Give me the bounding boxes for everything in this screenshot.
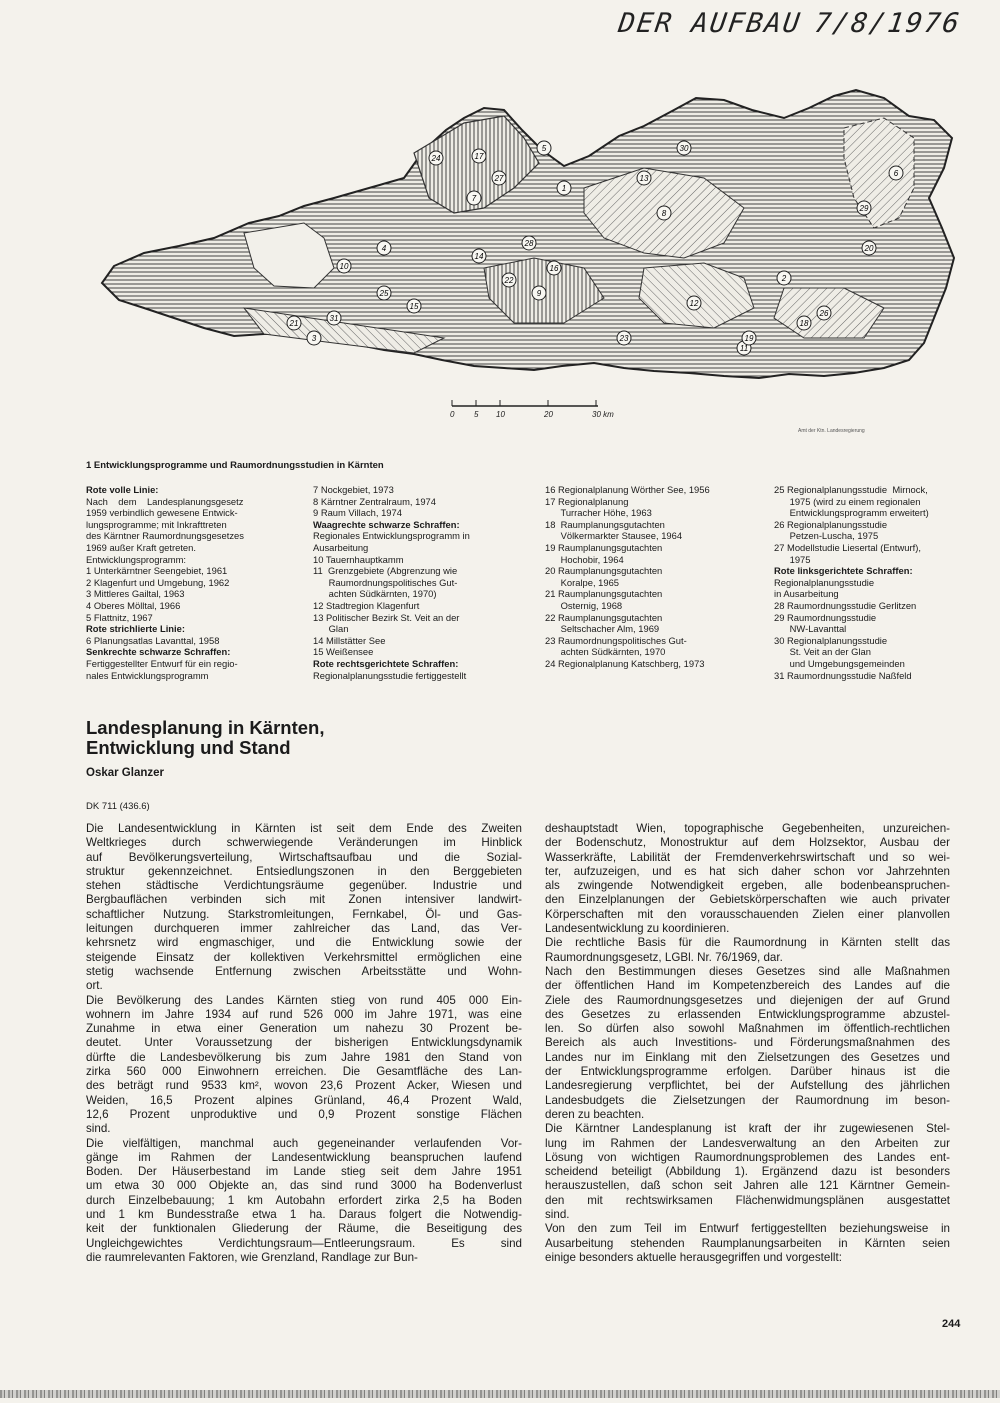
body-text-line: sind. (545, 1208, 570, 1222)
legend-entry: Hochobir, 1964 (545, 553, 624, 565)
legend-entry: Entwicklungsprogramm erweitert) (774, 507, 929, 519)
body-text-line: Wasserkräfte, Labilität der Fremdenverkehrswirtschaft und so wei- (545, 850, 950, 864)
body-text-line: sind. (86, 1122, 111, 1136)
map-region-number: 30 (679, 144, 689, 153)
body-text-line: der Bodenschutz, Monostruktur auf dem Holzsektor, Ausbau der (545, 836, 950, 850)
map-region-number: 9 (536, 289, 542, 298)
map-region-marker (537, 141, 551, 155)
legend-entry: 31 Raumordnungsstudie Naßfeld (774, 669, 912, 681)
body-text-line: um etwa 30 000 Objekte an, das sind rund 3000 ha Bodenverlust (86, 1179, 522, 1193)
legend-entry: Entwicklungsprogramm: (86, 553, 187, 565)
body-text-line: Die Landesentwicklung in Kärnten ist seit dem Ende des Zweiten (86, 822, 522, 835)
legend-entry: Seltschacher Alm, 1969 (545, 623, 660, 635)
legend-column (545, 484, 710, 670)
map-region-number: 1 (561, 184, 567, 193)
legend-entry: 1959 verbindlich gewesene Entwick- (86, 507, 238, 519)
map-region-number: 15 (409, 302, 419, 311)
legend-entry: 12 Stadtregion Klagenfurt (313, 599, 420, 611)
legend-heading: Rote strichlierte Linie: (86, 623, 185, 635)
scale-label: 20 (544, 410, 553, 419)
legend-entry: 1 Unterkärntner Seengebiet, 1961 (86, 565, 228, 577)
legend-entry: NW-Lavanttal (774, 623, 847, 635)
body-text-line: Raumordnungsgesetz, LGBl. Nr. 76/1969, dar. (545, 950, 783, 964)
body-text-line: ter, aufzuzeigen, und es hat sich daher schon vor Jahrzehnten (545, 864, 950, 878)
body-text-line: steigende Einsatz der kollektiven Verkehrsmittel ermöglichen eine (86, 950, 522, 964)
map-region-number: 4 (381, 244, 387, 253)
legend-entry: 9 Raum Villach, 1974 (313, 507, 402, 519)
map-region-number: 16 (549, 264, 559, 273)
body-text-line: struktur gekennzeichnet. Entsiedlungszonen in den Berggebieten (86, 864, 522, 878)
map-region-marker (337, 259, 351, 273)
body-text-line: einige besonders aktuelle herausgegriffen und vorgestellt: (545, 1250, 842, 1264)
map-region-number: 3 (311, 334, 317, 343)
body-text-line: stehen städtische Verdichtungsräume gegenüber. Industrie und (86, 879, 522, 893)
map-region-number: 8 (661, 209, 667, 218)
legend-entry: 1975 (774, 553, 811, 565)
body-text-line: 12,6 Prozent unproduktive und 0,9 Prozent sonstige Flächen (86, 1107, 522, 1121)
map-region-marker (502, 273, 516, 287)
body-text-line: stetig wachsende Entfernung zwischen Arbeitsstätte und Wohn- (86, 964, 522, 978)
map-region-marker (617, 331, 631, 345)
legend-entry: St. Veit an der Glan (774, 646, 871, 658)
legend-entry: 2 Klagenfurt und Umgebung, 1962 (86, 576, 230, 588)
map-region-number: 7 (471, 194, 477, 203)
body-text-line: lung im Rahmen der Landesverwaltung an den Arbeiten zur (545, 1136, 950, 1150)
legend-heading: Waagrechte schwarze Schraffen: (313, 518, 460, 530)
body-text-line: Weltkrieges durch schwerwiegende Veränderungen im Hinblick (86, 836, 522, 850)
legend-entry: Ausarbeitung (313, 541, 369, 553)
legend-entry: 1975 (wird zu einem regionalen (774, 495, 921, 507)
body-text-line: Ziele des Raumordnungsgesetzes und diejenigen der auf Grund (545, 993, 950, 1007)
body-text-line: keit der funktionalen Gliederung der Räume, die Beseitigung des (86, 1222, 522, 1236)
legend-entry: 3 Mittleres Gailtal, 1963 (86, 588, 185, 600)
legend-entry: achten Südkärnten, 1970) (313, 588, 437, 600)
map-region-marker (687, 296, 701, 310)
body-text-line: der Entwicklungsprogramme erfolgen. Darüber hinaus ist die (545, 1065, 950, 1079)
legend-entry: Nach dem Landesplanungsgesetz (86, 495, 244, 507)
body-text-line: Landesentwicklung zu koordinieren. (545, 922, 730, 936)
scan-edge (0, 1390, 1000, 1398)
map-region-marker (377, 286, 391, 300)
map-region-number: 31 (329, 314, 339, 323)
body-text-line: Weiden, 16,5 Prozent alpines Grünland, 46,4 Prozent Wald, (86, 1093, 522, 1107)
legend-entry: Raumordnungspolitisches Gut- (313, 576, 458, 588)
body-text-line: den mit rechtswirksamen Flächenwidmungsplänen ausgestattet (545, 1193, 950, 1207)
body-text-line: Körperschaften mit den vorausschauenden Zielen einer planvollen (545, 907, 950, 921)
legend-heading: Rote volle Linie: (86, 484, 159, 495)
carinthia-planning-map (84, 38, 984, 448)
legend-entry: 7 Nockgebiet, 1973 (313, 484, 394, 495)
map-region-number: 28 (524, 239, 534, 248)
body-text-line: Landes nur im Einklang mit den Zielsetzungen des Gesetzes und (545, 1050, 950, 1064)
scale-label: 30 km (592, 410, 614, 419)
legend-column (774, 484, 929, 681)
map-region-marker (307, 331, 321, 345)
body-text-line: wohnern im Jahre 1934 auf rund 526 000 im Jahre 1971, was eine (86, 1007, 522, 1021)
body-text-line: gänge im Rahmen der Landesentwicklung beanspruchen laufend (86, 1150, 522, 1164)
body-text-line: Von den zum Teil im Entwurf fertiggestellten beziehungsweise in (545, 1222, 950, 1236)
legend-entry: nales Entwicklungsprogramm (86, 669, 209, 681)
legend-entry: Fertiggestellter Entwurf für ein regio- (86, 657, 238, 669)
body-text-line: als zwingende Notwendigkeit ergeben, alle bodenbeanspruchen- (545, 879, 950, 893)
legend-entry: 27 Modellstudie Liesertal (Entwurf), (774, 541, 921, 553)
body-text-line: zirka 560 000 Einwohnern erreichen. Die Gesamtfläche des Lan- (86, 1065, 522, 1079)
map-region-marker (862, 241, 876, 255)
legend-entry: 20 Raumplanungsgutachten (545, 565, 663, 577)
legend-entry: 17 Regionalplanung (545, 495, 629, 507)
body-text-line: scheidend beteiligt (Abbildung 1). Ergänzend dazu ist besonders (545, 1165, 950, 1179)
map-region-number: 17 (474, 152, 484, 161)
body-column-right (545, 822, 950, 1265)
map-region-marker (637, 171, 651, 185)
map-region-number: 21 (289, 319, 299, 328)
map-region-number: 25 (379, 289, 389, 298)
map-region-marker (547, 261, 561, 275)
legend-entry: 6 Planungsatlas Lavanttal, 1958 (86, 634, 220, 646)
legend-entry: 29 Raumordnungsstudie (774, 611, 877, 623)
body-column-left (86, 822, 522, 1265)
map-region-marker (557, 181, 571, 195)
legend-entry: Petzen-Luscha, 1975 (774, 530, 879, 542)
body-text-line: herauszustellen, daß schon seit Jahren alle 121 Kärntner Gemein- (545, 1179, 950, 1193)
body-text-line: dürfte die Landesbevölkerung bis zum Jahre 1981 den Stand von (86, 1050, 522, 1064)
legend-entry: Regionalplanungsstudie fertiggestellt (313, 669, 467, 681)
map-region-marker (467, 191, 481, 205)
page-number: 244 (942, 1318, 961, 1330)
legend-entry: 30 Regionalplanungsstudie (774, 634, 888, 646)
body-text-line: len. So dürfen also sowohl Maßnahmen im öffentlich-rechtlichen (545, 1022, 950, 1036)
legend-entry: 23 Raumordnungspolitisches Gut- (545, 634, 687, 646)
body-text-line: ort. (86, 979, 103, 993)
map-region-number: 24 (431, 154, 441, 163)
legend-entry: 1969 außer Kraft getreten. (86, 541, 196, 553)
legend-entry: 16 Regionalplanung Wörther See, 1956 (545, 484, 710, 495)
body-text-line: Nach den Bestimmungen dieses Gesetzes sind alle Maßnahmen (545, 964, 950, 978)
legend-entry: Regionales Entwicklungsprogramm in (313, 530, 470, 542)
map-region-number: 10 (339, 262, 349, 271)
map-region-marker (677, 141, 691, 155)
map-region-number: 22 (504, 276, 514, 285)
legend-entry: des Kärntner Raumordnungsgesetzes (86, 530, 244, 542)
body-text-line: und 1 km Bundesstraße etwa 1 ha. Daraus folgert die Notwendig- (86, 1208, 522, 1222)
map-region-number: 18 (799, 319, 809, 328)
body-text-line: Boden. Der Häuserbestand im Lande stieg seit dem Jahre 1951 (86, 1165, 522, 1179)
legend-entry: 25 Regionalplanungsstudie Mirnock, (774, 484, 928, 495)
body-text-line: Landesregierung verpflichtet, bei der Aufstellung des jährlichen (545, 1079, 950, 1093)
map-region-marker (492, 171, 506, 185)
body-text-line: Landesbudgets die Zielsetzungen der Raumordnung im beson- (545, 1093, 950, 1107)
body-text-line: deutet. Unter Voraussetzung der bisherigen Entwicklungsdynamik (86, 1036, 522, 1050)
map-region-number: 19 (744, 334, 754, 343)
decimal-classification: DK 711 (436.6) (86, 801, 150, 812)
legend-entry: Regionalplanungsstudie (774, 576, 875, 588)
legend-entry: 10 Tauernhauptkamm (313, 553, 404, 565)
map-region-marker (522, 236, 536, 250)
body-text-line: die raumrelevanten Faktoren, wie Grenzland, Randlage zur Bun- (86, 1250, 418, 1264)
article-title-line: Landesplanung in Kärnten, (86, 717, 325, 738)
map-region-number: 2 (781, 274, 787, 283)
handwritten-publication: DER AUFBAU (616, 8, 804, 39)
body-text-line: Die Bevölkerung des Landes Kärnten stieg von rund 405 000 Ein- (86, 993, 522, 1007)
body-text-line: Die vielfältigen, manchmal auch gegeneinander verlaufenden Vor- (86, 1136, 522, 1150)
map-region-marker (377, 241, 391, 255)
map-region-marker (657, 206, 671, 220)
body-text-line: Bergbauflächen verbinden sich mit Zonen intensiver landwirt- (86, 893, 522, 907)
map-region-marker (817, 306, 831, 320)
legend-column (86, 484, 244, 681)
map-region-number: 23 (619, 334, 629, 343)
body-text-line: deshauptstadt Wien, topographische Gegebenheiten, unzureichen- (545, 822, 950, 835)
body-text-line: deren zu beachten. (545, 1107, 645, 1121)
legend-entry: achten Südkärnten, 1970 (545, 646, 666, 658)
article-title-line: Entwicklung und Stand (86, 737, 291, 758)
legend-entry: 21 Raumplanungsgutachten (545, 588, 663, 600)
body-text-line: des Gesetzes zu erlassenden Entwicklungsprogramme abzustel- (545, 1007, 950, 1021)
map-region-number: 11 (739, 344, 749, 353)
map-region-number: 6 (893, 169, 899, 178)
legend-entry: 22 Raumplanungsgutachten (545, 611, 663, 623)
legend-entry: 24 Regionalplanung Katschberg, 1973 (545, 657, 705, 669)
article-author: Oskar Glanzer (86, 767, 164, 779)
legend-entry: 19 Raumplanungsgutachten (545, 541, 663, 553)
body-text-line: des beträgt rund 9533 km², wovon 23,6 Prozent Acker, Wiesen und (86, 1079, 522, 1093)
map-region-marker (532, 286, 546, 300)
legend-entry: 14 Millstätter See (313, 634, 386, 646)
legend-entry: Glan (313, 623, 349, 635)
map-region-marker (797, 316, 811, 330)
body-text-line: Ausarbeitung stehenden Raumplanungsarbeiten in Kärnten seien (545, 1236, 950, 1250)
figure-caption: 1 Entwicklungsprogramme und Raumordnungsstudien in Kärnten (86, 460, 384, 471)
legend-heading: Rote linksgerichtete Schraffen: (774, 565, 913, 577)
legend-entry: Turracher Höhe, 1963 (545, 507, 652, 519)
legend-entry: 26 Regionalplanungsstudie (774, 518, 888, 530)
map-scale-bar (448, 396, 628, 426)
map-region-marker (472, 149, 486, 163)
map-region-marker (472, 249, 486, 263)
body-text-line: schaftlicher Nutzung. Starkstromleitungen, Fernkabel, Öl- und Gas- (86, 907, 522, 921)
map-region-marker (287, 316, 301, 330)
map-region-marker (777, 271, 791, 285)
scale-label: 5 (474, 410, 479, 419)
map-region-marker (407, 299, 421, 313)
body-text-line: den Einzelplanungen der Gebietskörperschaften wie auch privater (545, 893, 950, 907)
legend-entry: 4 Oberes Mölltal, 1966 (86, 599, 181, 611)
legend-entry: lungsprogramme; mit Inkrafttreten (86, 518, 227, 530)
map-region-number: 13 (639, 174, 649, 183)
body-text-line: der öffentlichen Hand im Kompetenzbereich des Landes auf die (545, 979, 950, 993)
map-region-number: 26 (819, 309, 829, 318)
legend-entry: Koralpe, 1965 (545, 576, 620, 588)
body-text-line: kehrsnetz wird engmaschiger, und die Entwicklung sowie der (86, 936, 522, 950)
article-title (86, 718, 324, 758)
legend-entry: Völkermarkter Stausee, 1964 (545, 530, 683, 542)
body-text-line: Bereich als auch Investitions- und Förderungsmaßnahmen des (545, 1036, 950, 1050)
legend-entry: Osternig, 1968 (545, 599, 623, 611)
legend-entry: 5 Flattnitz, 1967 (86, 611, 153, 623)
legend-entry: 28 Raumordnungsstudie Gerlitzen (774, 599, 917, 611)
map-region-number: 5 (541, 144, 547, 153)
handwritten-date: 7/8/1976 (812, 8, 963, 39)
legend-entry: 8 Kärntner Zentralraum, 1974 (313, 495, 436, 507)
map-credit: Amt der Ktn. Landesregierung (798, 428, 865, 434)
legend-heading: Rote rechtsgerichtete Schraffen: (313, 657, 459, 669)
legend-entry: und Umgebungsgemeinden (774, 657, 905, 669)
legend-entry: in Ausarbeitung (774, 588, 839, 600)
body-text-line: Die Kärntner Landesplanung ist kraft der ihr zugewiesenen Stel- (545, 1122, 950, 1136)
map-region-number: 29 (859, 204, 869, 213)
legend-entry: 13 Politischer Bezirk St. Veit an der (313, 611, 460, 623)
body-text-line: auf Bevölkerungsverteilung, Wirtschaftsaufbau und die Sozial- (86, 850, 522, 864)
map-region-number: 27 (494, 174, 504, 183)
body-text-line: Lösung von wichtigen Raumordnungsproblemen des Landes ent- (545, 1150, 950, 1164)
map-region-number: 20 (864, 244, 874, 253)
legend-entry: 18 Raumplanungsgutachten (545, 518, 665, 530)
body-text-line: Ungleichgewichtes Verdichtungsraum—Entleerungsraum. Es sind (86, 1236, 522, 1250)
map-region-number: 14 (474, 252, 484, 261)
body-text-line: Zunahme in etwa einer Generation um nahezu 30 Prozent be- (86, 1022, 522, 1036)
legend-entry: 11 Grenzgebiete (Abgrenzung wie (313, 565, 458, 577)
map-region-marker (742, 331, 756, 345)
legend-column (313, 484, 470, 681)
map-region-marker (857, 201, 871, 215)
map-region-marker (429, 151, 443, 165)
legend-entry: 15 Weißensee (313, 646, 374, 658)
scale-label: 10 (496, 410, 505, 419)
legend-heading: Senkrechte schwarze Schraffen: (86, 646, 231, 658)
body-text-line: Die rechtliche Basis für die Raumordnung in Kärnten stellt das (545, 936, 950, 950)
map-region-marker (889, 166, 903, 180)
body-text-line: leitungen durchqueren immer zahlreicher das Land, das Ver- (86, 922, 522, 936)
body-text-line: durch Einzelbebauung; 1 km Autobahn erfordert zirka 2,5 ha Boden (86, 1193, 522, 1207)
map-region-number: 12 (689, 299, 699, 308)
scale-label: 0 (450, 410, 455, 419)
map-region-marker (327, 311, 341, 325)
